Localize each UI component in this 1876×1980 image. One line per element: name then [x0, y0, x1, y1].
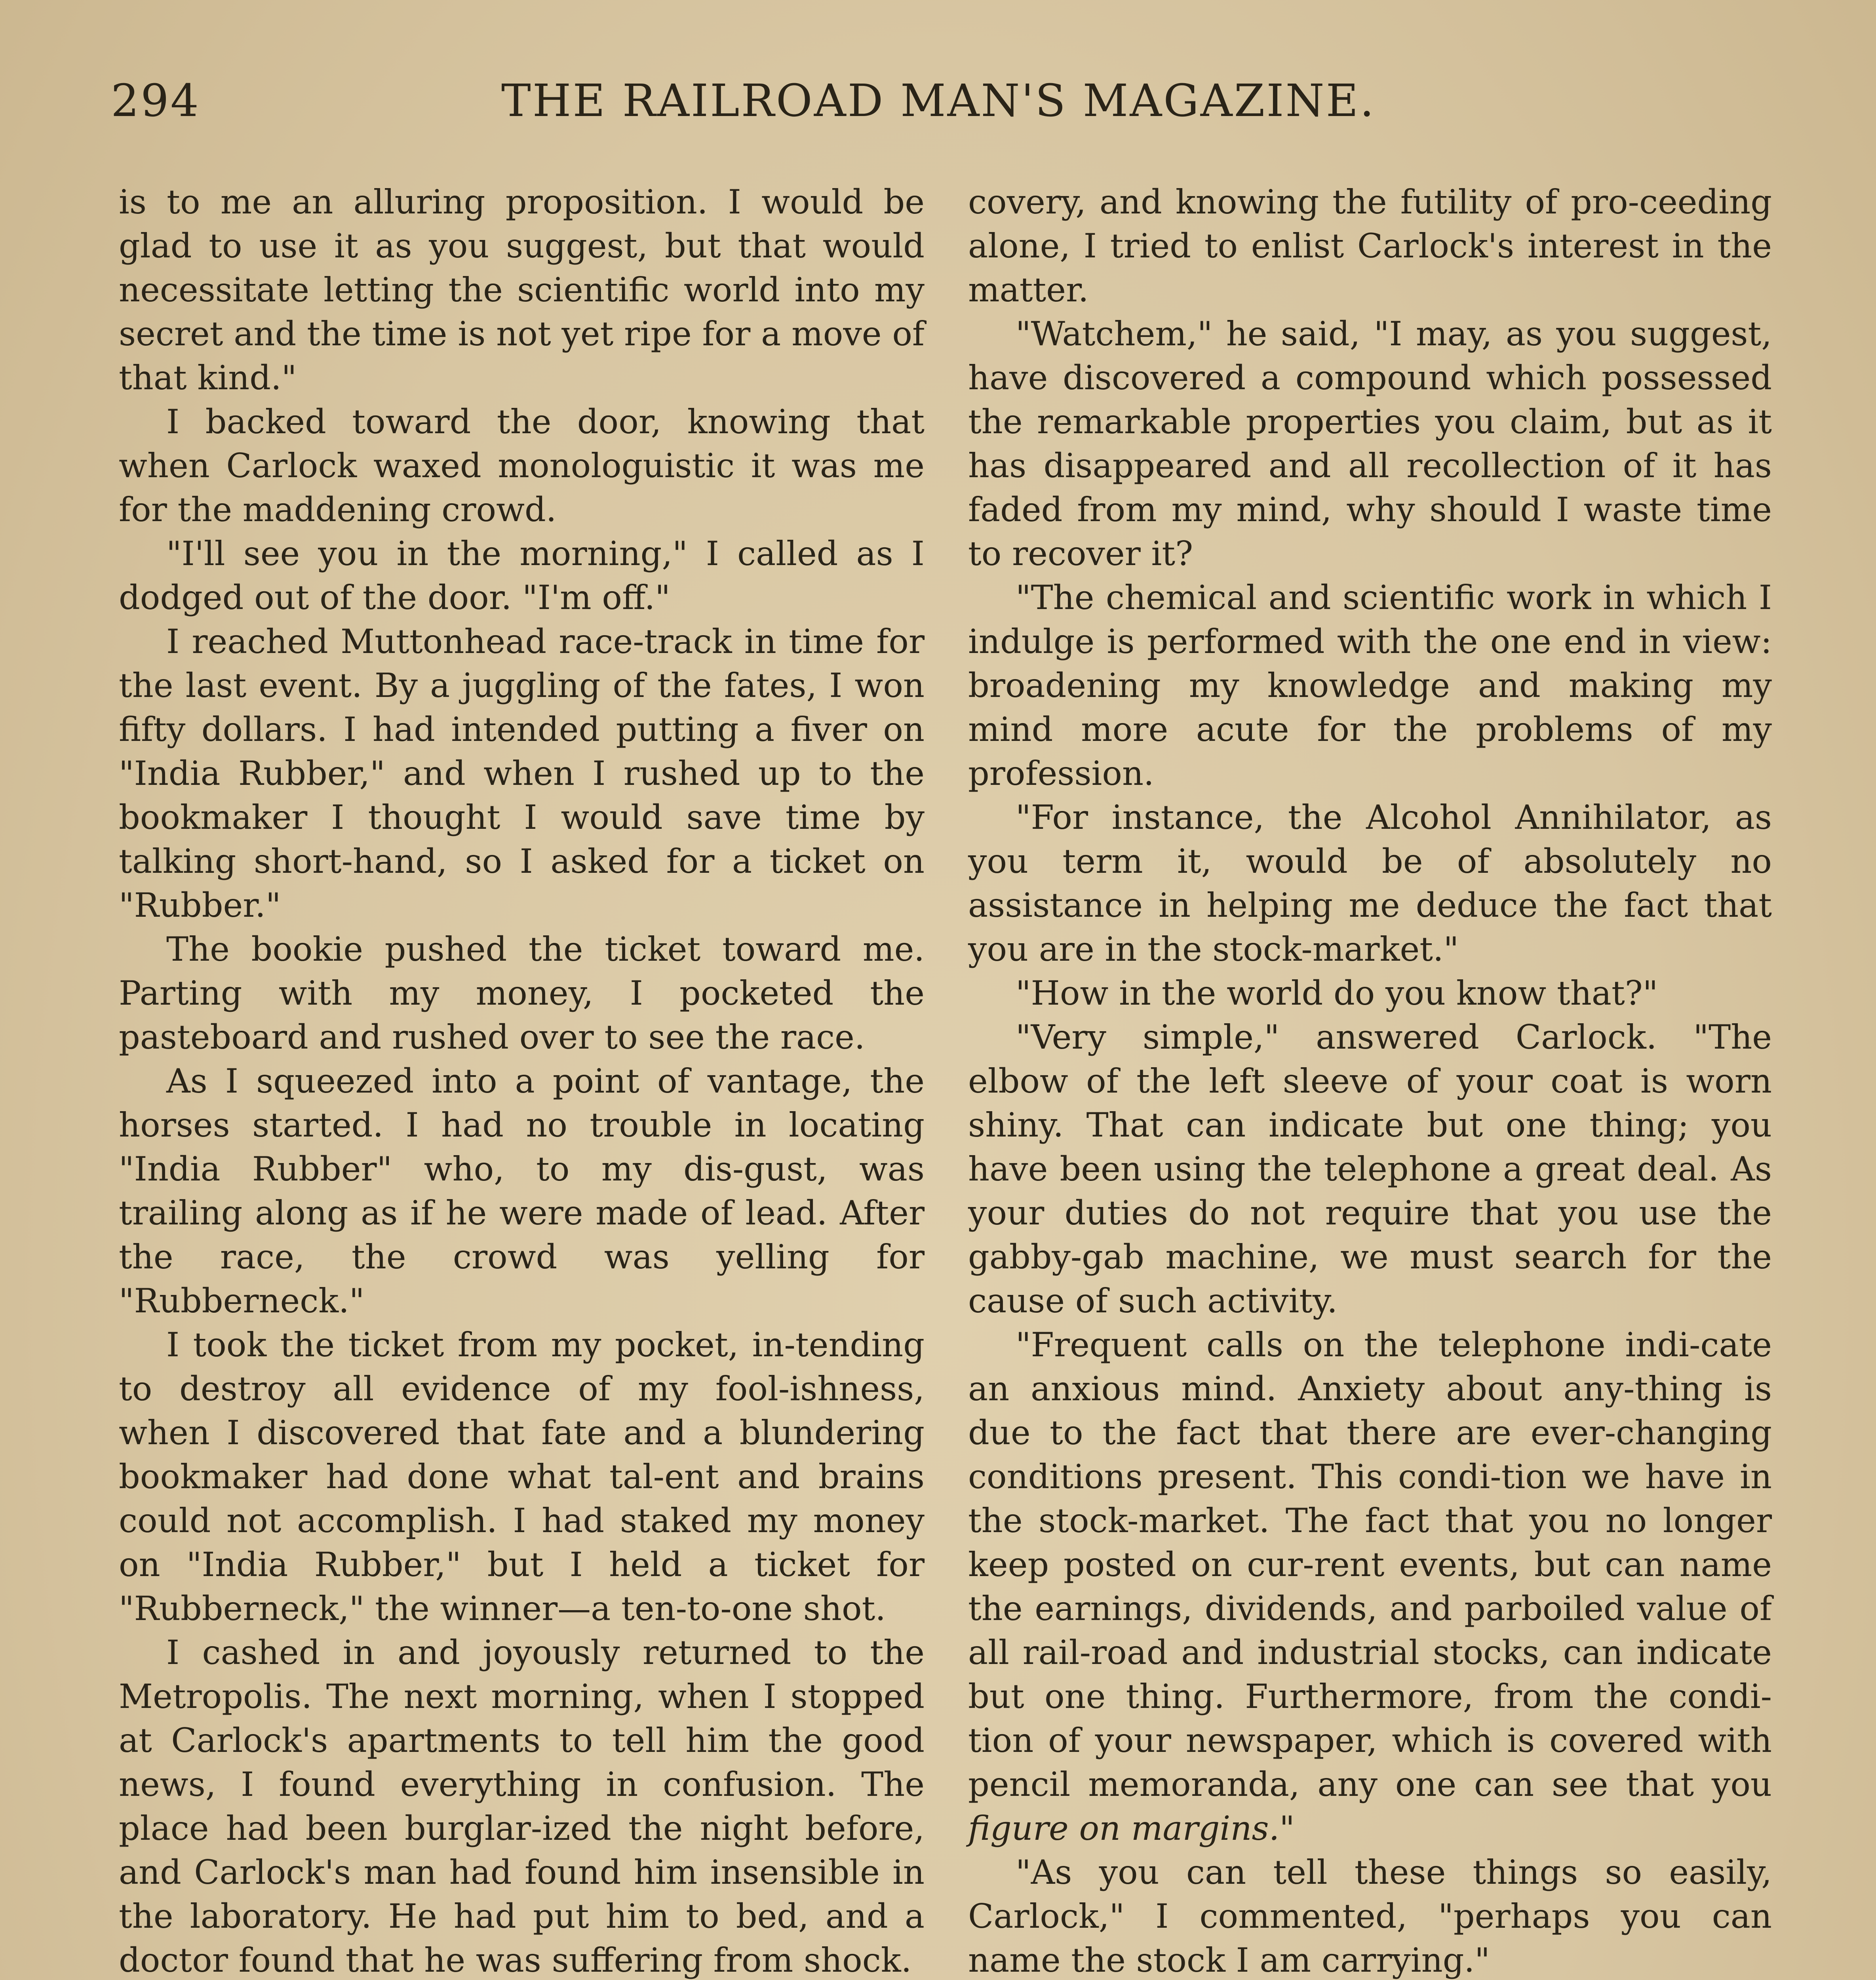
text-run: " [1279, 1809, 1295, 1848]
paragraph: "Very simple," answered Carlock. "The elbow of the left sleeve of your coat is worn shiny. That can indicate but one thing; you have been using the telephone a great deal. As your duties do not require that you use the gabby-gab machine, we must search for the cause of such activity. [968, 1018, 1772, 1320]
paragraph: "How in the world do you know that?" [1016, 974, 1658, 1013]
paragraph: I cashed in and joyously returned to the Metropolis. The next morning, when I stopped at Carlock's apartments to tell him the good news, I found everything in confusion. The place had been burglar-ized the night before, and Carlock's man had found him insensible in the laboratory. He had put him to bed, and a doctor found that he was suffering from shock. [119, 1633, 925, 1980]
paragraph: "I'll see you in the morning," I called as I dodged out of the door. "I'm off." [119, 534, 925, 617]
italic-phrase: figure on margins. [968, 1809, 1280, 1848]
paragraph: "For instance, the Alcohol Annihilator, as you term it, would be of absolutely no assistance in helping me deduce the fact that you are in the stock-market." [968, 798, 1772, 969]
left-column [119, 180, 925, 1980]
paragraph: I reached Muttonhead race-track in time for the last event. By a juggling of the fates, I won fifty dollars. I had intended putting a fiver on "India Rubber," and when I rushed up to the bookmaker I thought I would save time by talking short-hand, so I asked for a ticket on "Rubber." [119, 622, 925, 925]
running-title: THE RAILROAD MAN'S MAGAZINE. [501, 75, 1376, 127]
page-number: 294 [111, 75, 200, 127]
paragraph [968, 1323, 1772, 1851]
paragraph: I backed toward the door, knowing that when Carlock waxed monologuistic it was me for the maddening crowd. [119, 402, 925, 529]
paragraph: covery, and knowing the futility of pro-ceeding alone, I tried to enlist Carlock's interest in the matter. [968, 183, 1772, 309]
page-header [111, 75, 1766, 147]
text-run: "Frequent calls on the telephone indi-cate an anxious mind. Anxiety about any-thing is due to the fact that there are ever-changing conditions present. This condi-tion we have in the stock-market. The fact that you no longer keep posted on cur-rent events, but can name the earnings, dividends, and parboiled value of all rail-road and industrial stocks, can indicate but one thing. Furthermore, from the condi-tion of your newspaper, which is covered with pencil memoranda, any one can see that you [968, 1325, 1772, 1804]
paragraph: I took the ticket from my pocket, in-tending to destroy all evidence of my fool-ishness, when I discovered that fate and a blundering bookmaker had done what tal-ent and brains could not accomplish. I had staked my money on "India Rubber," but I held a ticket for "Rubberneck," the winner—a ten-to-one shot. [119, 1325, 925, 1628]
paragraph: As I squeezed into a point of vantage, the horses started. I had no trouble in locating "India Rubber" who, to my dis-gust, was trailing along as if he were made of lead. After the race, the crowd was yelling for "Rubberneck." [119, 1062, 925, 1320]
paragraph: "As you can tell these things so easily, Carlock," I commented, "perhaps you can name the stock I am carrying." [968, 1853, 1772, 1980]
paragraph: The bookie pushed the ticket toward me. Parting with my money, I pocketed the pasteboard and rushed over to see the race. [119, 930, 925, 1057]
right-column [968, 180, 1772, 1980]
paragraph: "The chemical and scientific work in which I indulge is performed with the one end in view: broadening my knowledge and making my mind more acute for the problems of my profession. [968, 578, 1772, 793]
paragraph: is to me an alluring proposition. I would be glad to use it as you suggest, but that would necessitate letting the scientific world into my secret and the time is not yet ripe for a move of that kind." [119, 183, 925, 397]
paragraph: "Watchem," he said, "I may, as you suggest, have discovered a compound which possessed the remarkable properties you claim, but as it has disappeared and all recollection of it has faded from my mind, why should I waste time to recover it? [968, 314, 1772, 573]
